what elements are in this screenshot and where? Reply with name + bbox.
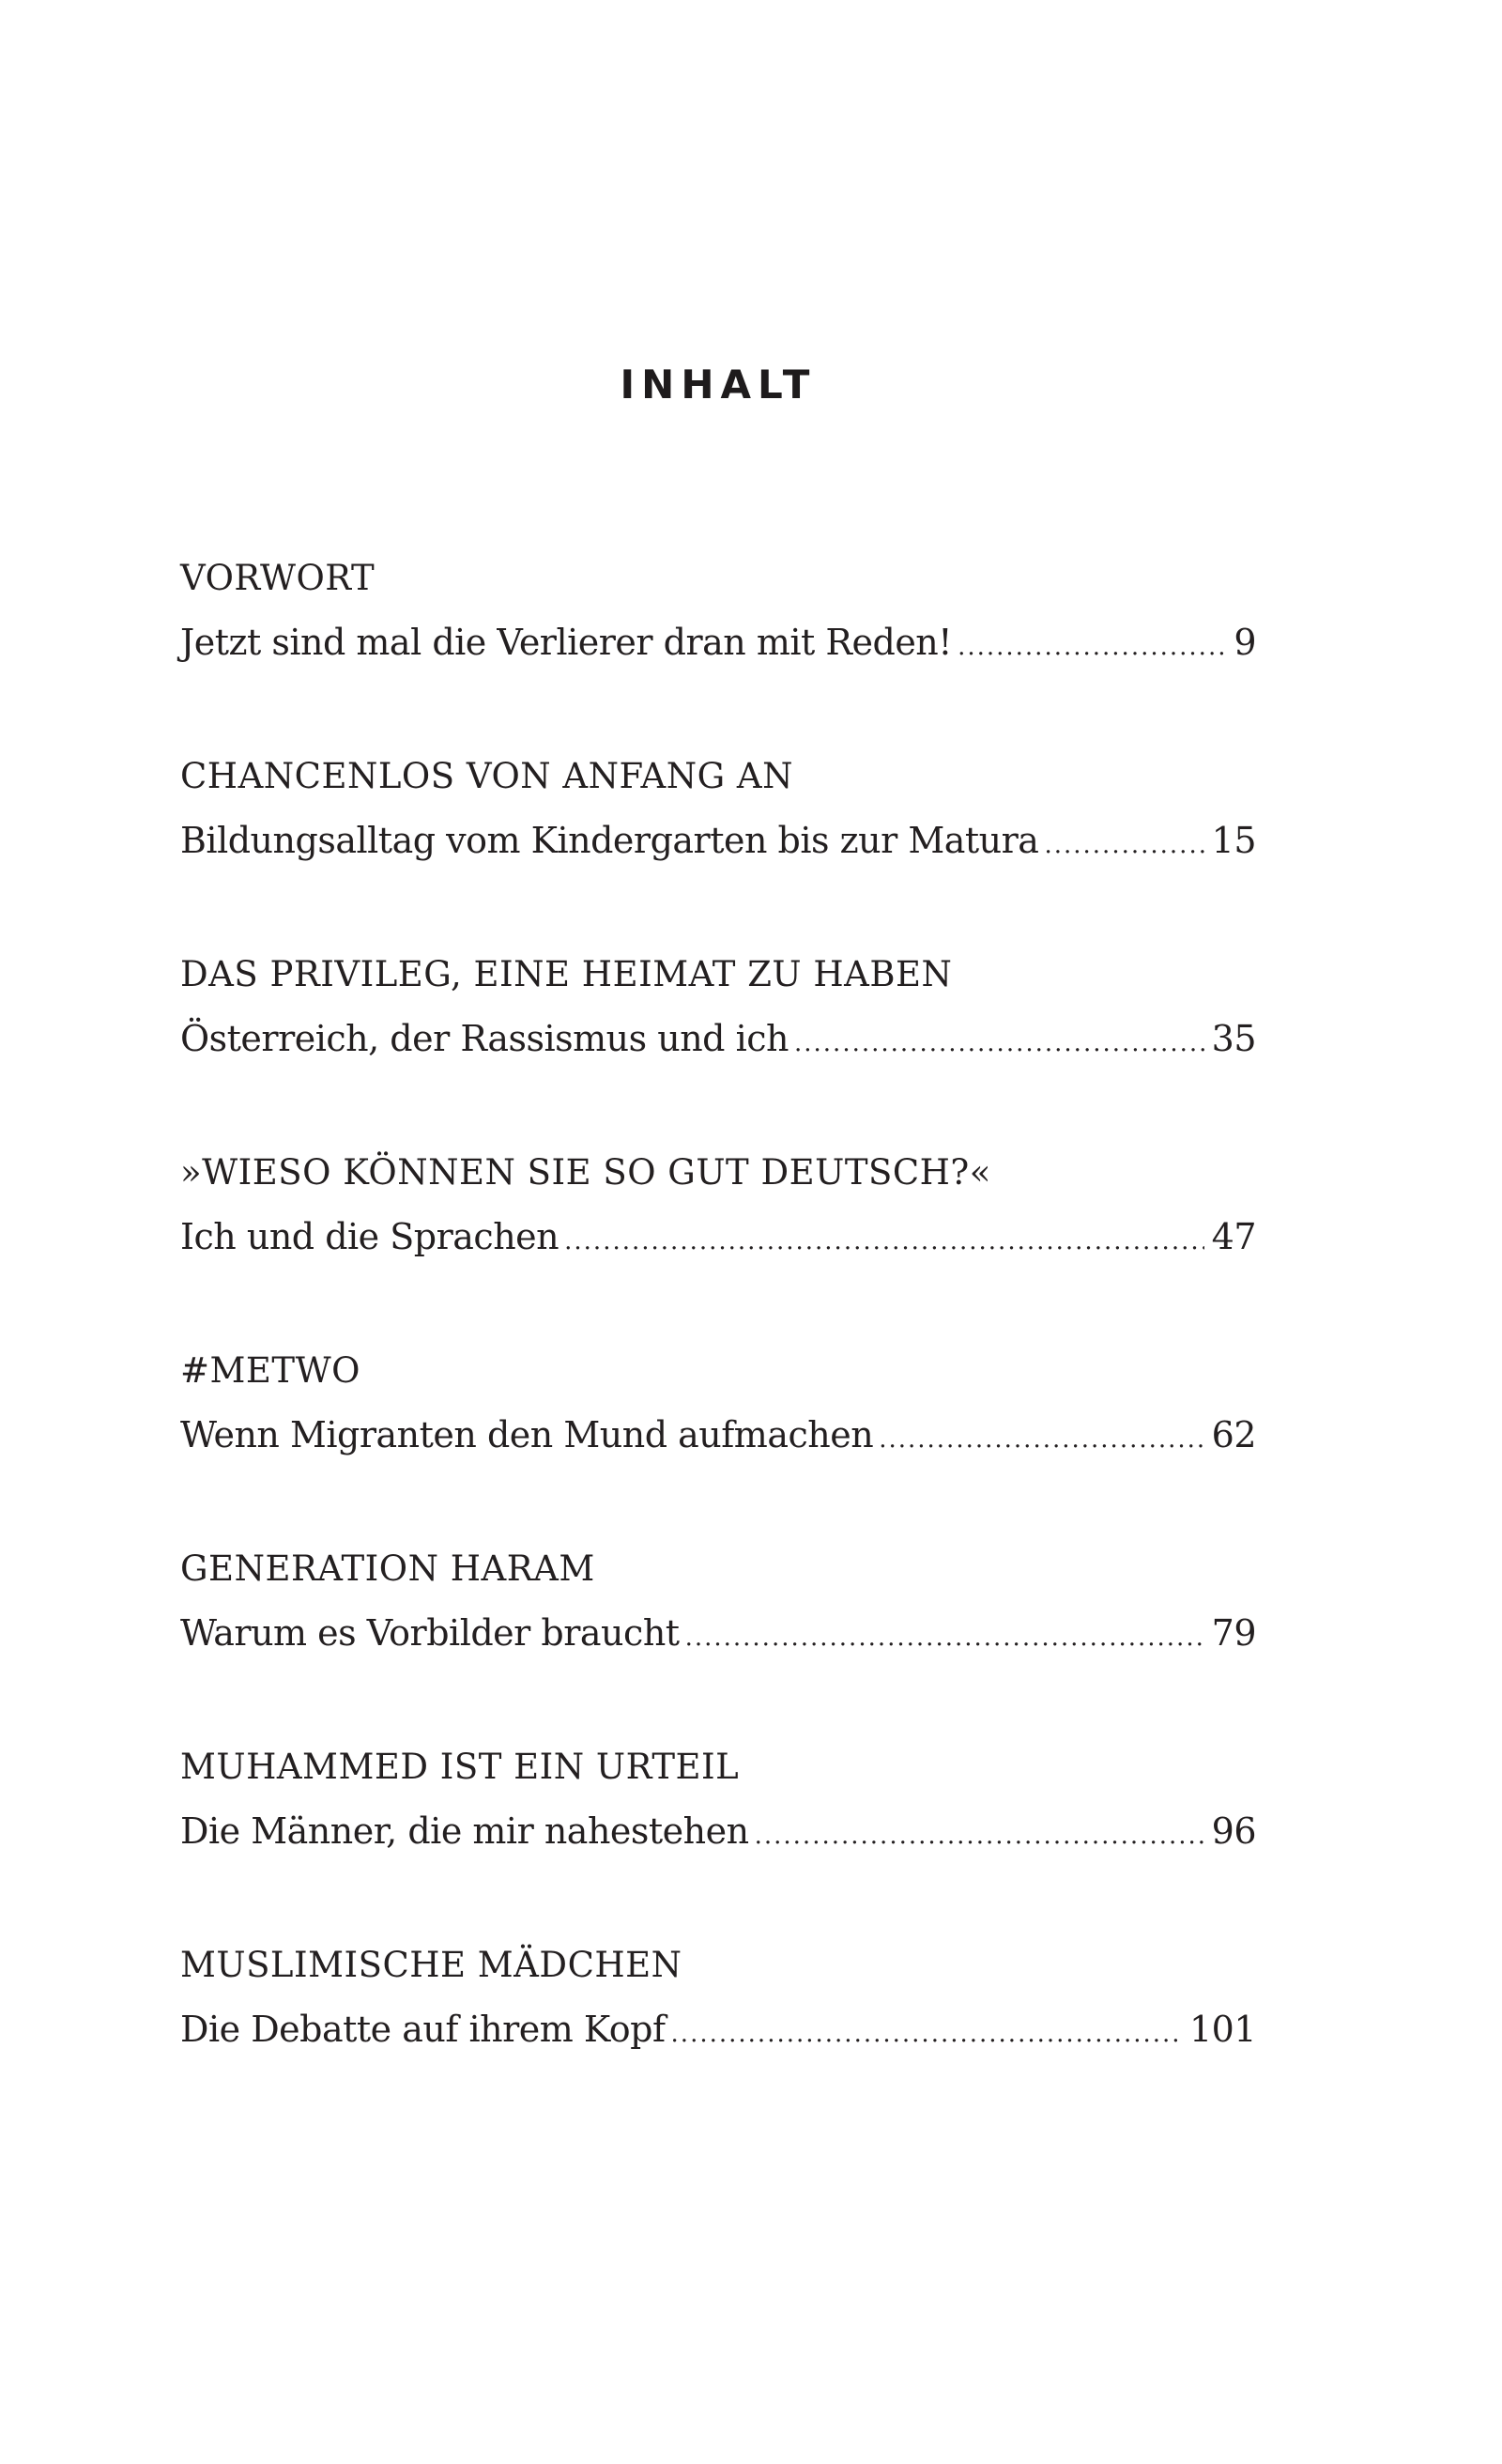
page-title: INHALT <box>620 362 817 408</box>
page-number: 15 <box>1211 820 1256 861</box>
leader-dots <box>794 1023 1204 1064</box>
page-number: 47 <box>1211 1216 1256 1257</box>
chapter-heading: »WIESO KÖNNEN SIE SO GUT DEUTSCH?« <box>180 1152 991 1193</box>
toc-entry <box>180 1351 1256 1542</box>
chapter-subtitle: Die Debatte auf ihrem Kopf <box>180 2009 666 2050</box>
chapter-heading: #METWO <box>180 1350 360 1391</box>
leader-dots <box>1044 824 1203 866</box>
page-number: 101 <box>1188 2009 1256 2050</box>
chapter-line[interactable] <box>180 1810 1256 1852</box>
chapter-line[interactable] <box>180 2009 1256 2050</box>
toc-entry <box>180 1748 1256 1938</box>
page-number: 96 <box>1211 1810 1256 1852</box>
chapter-subtitle: Jetzt sind mal die Verlierer dran mit Reden! <box>180 622 953 663</box>
chapter-subtitle: Wenn Migranten den Mund aufmachen <box>180 1414 874 1455</box>
chapter-subtitle: Die Männer, die mir nahestehen <box>180 1810 749 1852</box>
chapter-line[interactable] <box>180 1612 1256 1654</box>
leader-dots <box>879 1419 1203 1460</box>
chapter-heading: MUSLIMISCHE MÄDCHEN <box>180 1945 682 1985</box>
toc-entry <box>180 1153 1256 1344</box>
chapter-line[interactable] <box>180 1414 1256 1455</box>
toc-entry <box>180 559 1256 749</box>
toc-entry <box>180 757 1256 947</box>
page-number: 35 <box>1211 1018 1256 1059</box>
chapter-subtitle: Ich und die Sprachen <box>180 1216 559 1257</box>
page-number: 9 <box>1234 622 1256 663</box>
chapter-line[interactable] <box>180 820 1256 861</box>
page-number: 79 <box>1211 1612 1256 1654</box>
leader-dots <box>755 1815 1204 1856</box>
toc-entry <box>180 1549 1256 1740</box>
chapter-line[interactable] <box>180 622 1256 663</box>
chapter-heading: CHANCENLOS VON ANFANG AN <box>180 756 793 796</box>
leader-dots <box>564 1221 1204 1262</box>
chapter-subtitle: Österreich, der Rassismus und ich <box>180 1018 789 1059</box>
toc-entry <box>180 1946 1256 2136</box>
chapter-heading: MUHAMMED IST EIN URTEIL <box>180 1747 740 1787</box>
page-number: 62 <box>1211 1414 1256 1455</box>
chapter-heading: VORWORT <box>180 558 376 598</box>
chapter-subtitle: Bildungsalltag vom Kindergarten bis zur Matura <box>180 820 1039 861</box>
chapter-subtitle: Warum es Vorbilder braucht <box>180 1612 680 1654</box>
table-of-contents <box>180 551 1256 2136</box>
leader-dots <box>958 626 1226 668</box>
chapter-heading: GENERATION HARAM <box>180 1548 595 1589</box>
chapter-heading: DAS PRIVILEG, EINE HEIMAT ZU HABEN <box>180 954 953 994</box>
toc-entry <box>180 955 1256 1146</box>
leader-dots <box>671 2013 1182 2055</box>
leader-dots <box>685 1617 1204 1658</box>
chapter-line[interactable] <box>180 1216 1256 1257</box>
chapter-line[interactable] <box>180 1018 1256 1059</box>
